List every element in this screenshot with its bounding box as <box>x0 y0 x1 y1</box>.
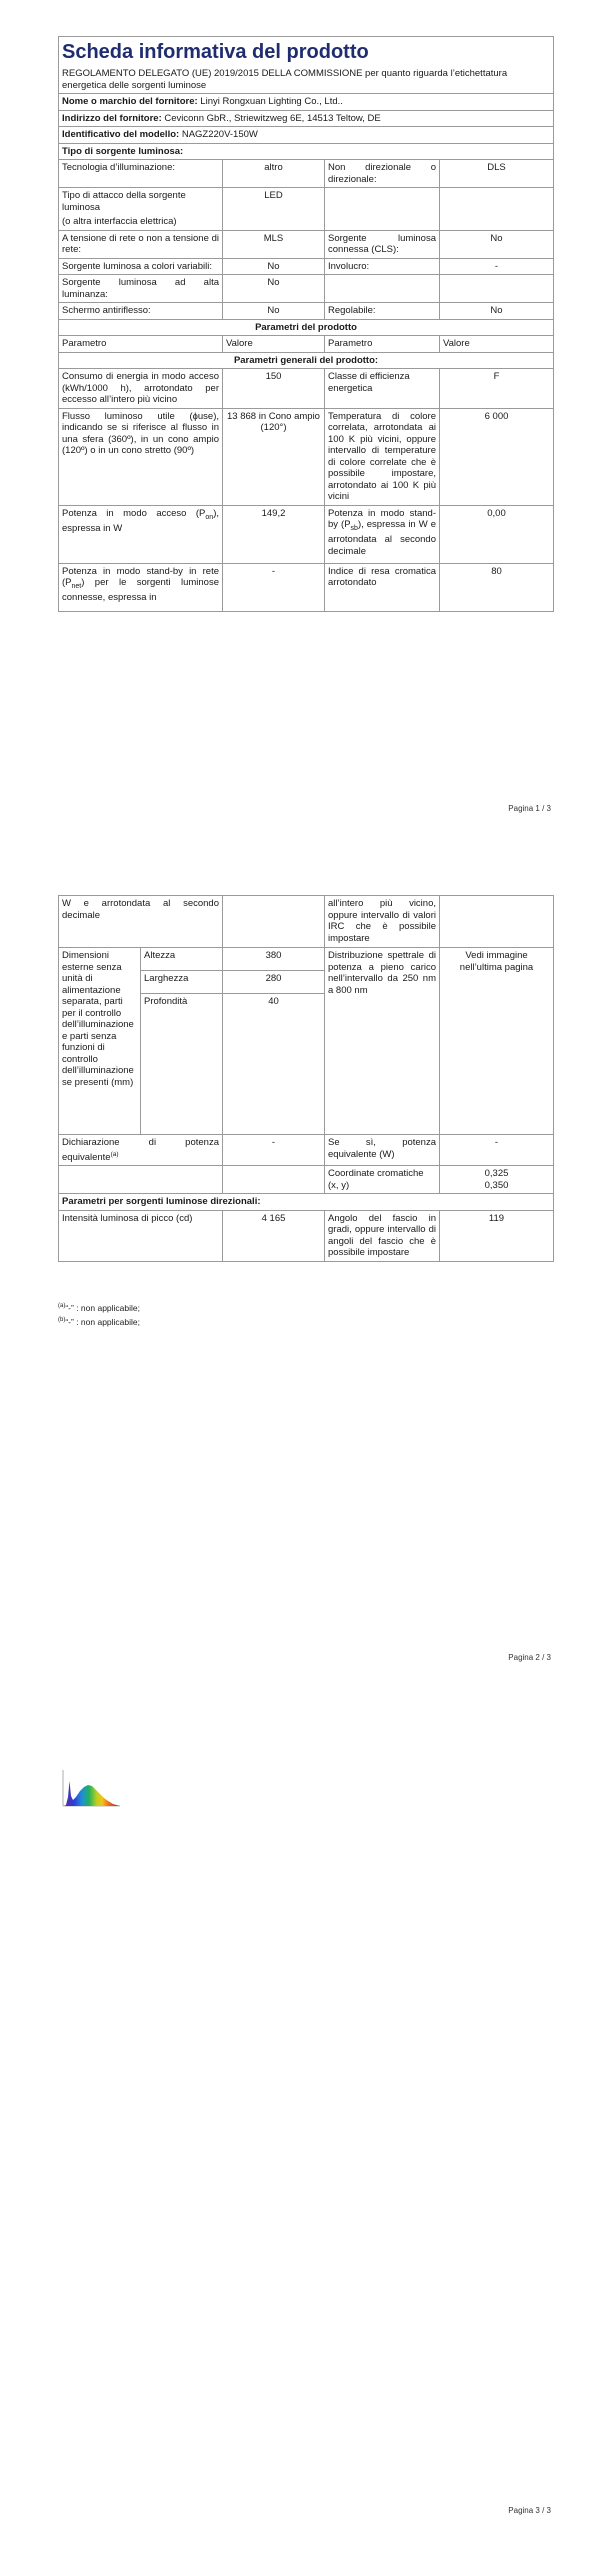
product-info-table-part-2 <box>58 895 554 1262</box>
width-label: Larghezza <box>141 971 223 994</box>
supplier-name: Linyi Rongxuan Lighting Co., Ltd.. <box>200 96 343 107</box>
envelope-value: - <box>440 258 554 275</box>
product-parameters-heading: Parametri del prodotto <box>59 319 554 336</box>
beam-angle-value: 119 <box>440 1210 554 1261</box>
equivalent-watt-label: Se sì, potenza equivalente (W) <box>325 1135 440 1166</box>
connected-source-label: Sorgente luminosa connessa (CLS): <box>325 230 440 258</box>
chromaticity-label: Coordinate cromatiche (x, y) <box>325 1166 440 1194</box>
beam-angle-label: Angolo del fascio in gradi, oppure intervallo di angoli del fascio che è possibile impostare <box>325 1210 440 1261</box>
model-identifier-label: Identificativo del modello: <box>62 129 180 140</box>
useful-flux-value: 13 868 in Cono ampio (120°) <box>223 408 325 505</box>
model-identifier: NAGZ220V-150W <box>181 129 258 140</box>
page-3 <box>0 1706 603 2560</box>
on-mode-energy-label: Consumo di energia in modo acceso (kWh/1000 h), arrotondato per eccesso all’intero più vicino <box>59 369 223 409</box>
dimensions-label: Dimensioni esterne senza unità di alimentazione separata, parti per il controllo dell’illuminazione e parti senza funzioni di controllo dell’illuminazione se presenti (mm) <box>59 948 141 1135</box>
cap-type-value: LED <box>223 188 325 231</box>
directional-parameters-heading: Parametri per sorgenti luminose direzionali: <box>59 1194 554 1211</box>
colour-tunable-value: No <box>223 258 325 275</box>
width-value: 280 <box>223 971 325 994</box>
cct-value: 6 000 <box>440 408 554 505</box>
peak-intensity-label: Intensità luminosa di picco (cd) <box>59 1210 223 1261</box>
standby-power-value: 0,00 <box>440 505 554 563</box>
on-mode-power-value: 149,2 <box>223 505 325 563</box>
envelope-label: Involucro: <box>325 258 440 275</box>
high-luminance-label: Sorgente luminosa ad alta luminanza: <box>59 275 223 303</box>
supplier-name-label: Nome o marchio del fornitore: <box>62 96 198 107</box>
page-number: Pagina 2 / 3 <box>508 1653 551 1662</box>
document-title: Scheda informativa del prodotto <box>59 37 554 67</box>
col-header-parameter-2: Parametro <box>325 336 440 353</box>
depth-value: 40 <box>223 994 325 1135</box>
mains-label: A tensione di rete o non a tensione di rete: <box>59 230 223 258</box>
networked-standby-label-cont: W e arrotondata al secondo decimale <box>59 896 223 948</box>
mains-value: MLS <box>223 230 325 258</box>
on-mode-energy-value: 150 <box>223 369 325 409</box>
colour-tunable-label: Sorgente luminosa a colori variabili: <box>59 258 223 275</box>
supplier-address-row <box>59 110 554 127</box>
supplier-address-label: Indirizzo del fornitore: <box>62 112 162 124</box>
equivalent-watt-value: - <box>440 1135 554 1166</box>
efficiency-class-value: F <box>440 369 554 409</box>
networked-standby-label: Potenza in modo stand-by in rete $(P_{net})$ per le sorgenti luminose connesse, espressa in <box>59 563 223 611</box>
depth-label: Profondità <box>141 994 223 1135</box>
model-identifier-row <box>59 127 554 144</box>
standby-power-label: Potenza in modo stand-by $(P_{sb})$, espressa in W e arrotondata al secondo decimale <box>325 505 440 563</box>
cap-type-cell <box>59 188 223 231</box>
technology-value: altro <box>223 160 325 188</box>
page-1 <box>0 0 603 853</box>
height-label: Altezza <box>141 948 223 971</box>
dimmable-label: Regolabile: <box>325 303 440 320</box>
anti-glare-label: Schermo antiriflesso: <box>59 303 223 320</box>
technology-label: Tecnologia d’illuminazione: <box>59 160 223 188</box>
spectral-distribution-value: Vedi immagine nell’ultima pagina <box>440 948 554 1135</box>
supplier-address: Ceviconn GbR., Striewitzweg 6E, 14513 Teltow, DE <box>164 112 381 124</box>
chromaticity-x: 0,325 <box>484 1168 509 1180</box>
high-luminance-value: No <box>223 275 325 303</box>
dimmable-value: No <box>440 303 554 320</box>
col-header-value: Valore <box>223 336 325 353</box>
general-parameters-heading: Parametri generali del prodotto: <box>59 352 554 369</box>
page-2 <box>0 853 603 1706</box>
efficiency-class-label: Classe di efficienza energetica <box>325 369 440 409</box>
col-header-value-2: Valore <box>440 336 554 353</box>
supplier-name-row <box>59 94 554 111</box>
footnote-b: $^{(b)}$“-” : non applicabile; <box>58 1316 140 1327</box>
source-type-heading: Tipo di sorgente luminosa: <box>59 143 554 160</box>
directional-value: DLS <box>440 160 554 188</box>
cri-label: Indice di resa cromatica arrotondato <box>325 563 440 611</box>
on-mode-power-label: Potenza in modo acceso $(P_{on})$, espressa in W <box>59 505 223 563</box>
spectral-distribution-label: Distribuzione spettrale di potenza a pieno carico nell’intervallo da 250 nm a 800 nm <box>325 948 440 1135</box>
directional-label: Non direzionale o direzionale: <box>325 160 440 188</box>
page-number: Pagina 3 / 3 <box>508 2506 551 2515</box>
chromaticity-values <box>440 1166 554 1194</box>
equivalent-power-label: Dichiarazione di potenza equivalente$^{(a)}$ <box>59 1135 223 1166</box>
cap-type-label-note: (o altra interfaccia elettrica) <box>62 216 177 227</box>
cap-type-label: Tipo di attacco della sorgente luminosa <box>62 190 186 213</box>
footnotes <box>58 1300 140 1328</box>
equivalent-power-value: - <box>223 1135 325 1166</box>
useful-flux-label: Flusso luminoso utile (ɸuse), indicando se si riferisce al flusso in una sfera (360º), in un cono ampio (120º) o in un cono stretto (90º) <box>59 408 223 505</box>
networked-standby-value: - <box>223 563 325 611</box>
height-value: 380 <box>223 948 325 971</box>
cri-value: 80 <box>440 563 554 611</box>
cri-label-cont: all’intero più vicino, oppure intervallo di valori IRC che è possibile impostare <box>325 896 440 948</box>
connected-source-value: No <box>440 230 554 258</box>
footnote-a: $^{(a)}$“-” : non applicabile; <box>58 1302 140 1313</box>
regulation-reference: REGOLAMENTO DELEGATO (UE) 2019/2015 DELLA COMMISSIONE per quanto riguarda l’etichettatura energetica delle sorgenti luminose <box>59 66 554 94</box>
chromaticity-y: 0,350 <box>484 1179 509 1191</box>
cct-label: Temperatura di colore correlata, arrotondata ai 100 K più vicini, oppure intervallo di temperature di colore correlate che è possibile impostare, arrotondato ai 100 K più vicini <box>325 408 440 505</box>
product-info-table-part-1 <box>58 36 554 612</box>
page-number: Pagina 1 / 3 <box>508 804 551 813</box>
col-header-parameter: Parametro <box>59 336 223 353</box>
peak-intensity-value: 4 165 <box>223 1210 325 1261</box>
anti-glare-value: No <box>223 303 325 320</box>
spectral-distribution-image <box>58 1767 122 1809</box>
